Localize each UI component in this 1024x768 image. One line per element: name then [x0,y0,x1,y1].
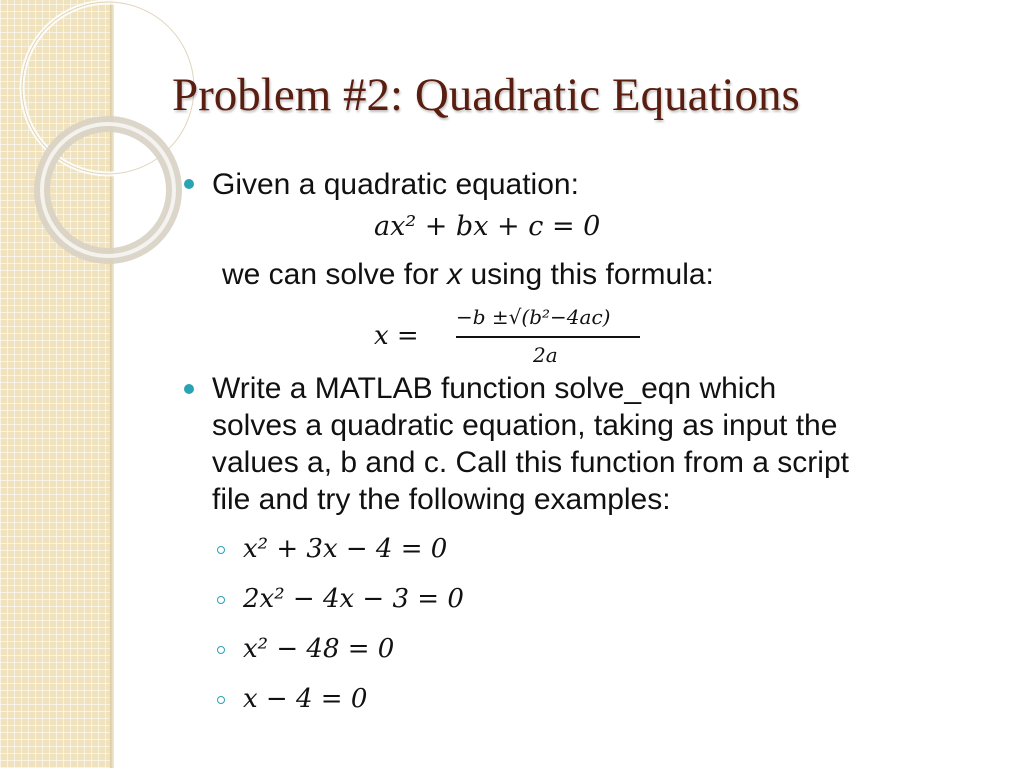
bullet2-line: Write a MATLAB function solve_eqn which [212,372,777,405]
example-equation: x − 4 = 0 [243,684,368,714]
bullet-marker [184,384,194,394]
bullet2-line: values a, b and c. Call this function from a script [212,446,849,479]
example-equation: x² − 48 = 0 [243,634,395,664]
bullet2-line: file and try the following examples: [212,483,671,516]
middle-text-post: using this formula: [462,258,714,291]
sub-bullet-marker [217,546,225,554]
bullet2-paragraph [212,370,849,518]
bullet1-middle-text [222,256,714,293]
sub-bullet-marker [217,596,225,604]
decorative-rings [0,0,200,320]
sub-bullet-marker [217,646,225,654]
formula-denominator: 2a [533,343,558,367]
middle-text-pre: we can solve for [222,258,448,291]
sub-bullet-marker [217,696,225,704]
example-equation: x² + 3x − 4 = 0 [243,534,448,564]
bullet2-line: solves a quadratic equation, taking as input the [212,409,838,442]
bullet1-intro: Given a quadratic equation: [212,168,579,201]
slide-title: Problem #2: Quadratic Equations [172,69,800,121]
formula-lhs: x = [374,321,419,351]
example-equation: 2x² − 4x − 3 = 0 [243,584,464,614]
middle-text-var: x [447,258,463,291]
formula-numerator: −b ±√(b²−4ac) [456,305,611,329]
quadratic-equation: ax² + bx + c = 0 [374,211,601,242]
fraction-bar [456,336,640,338]
bullet-marker [184,179,194,189]
